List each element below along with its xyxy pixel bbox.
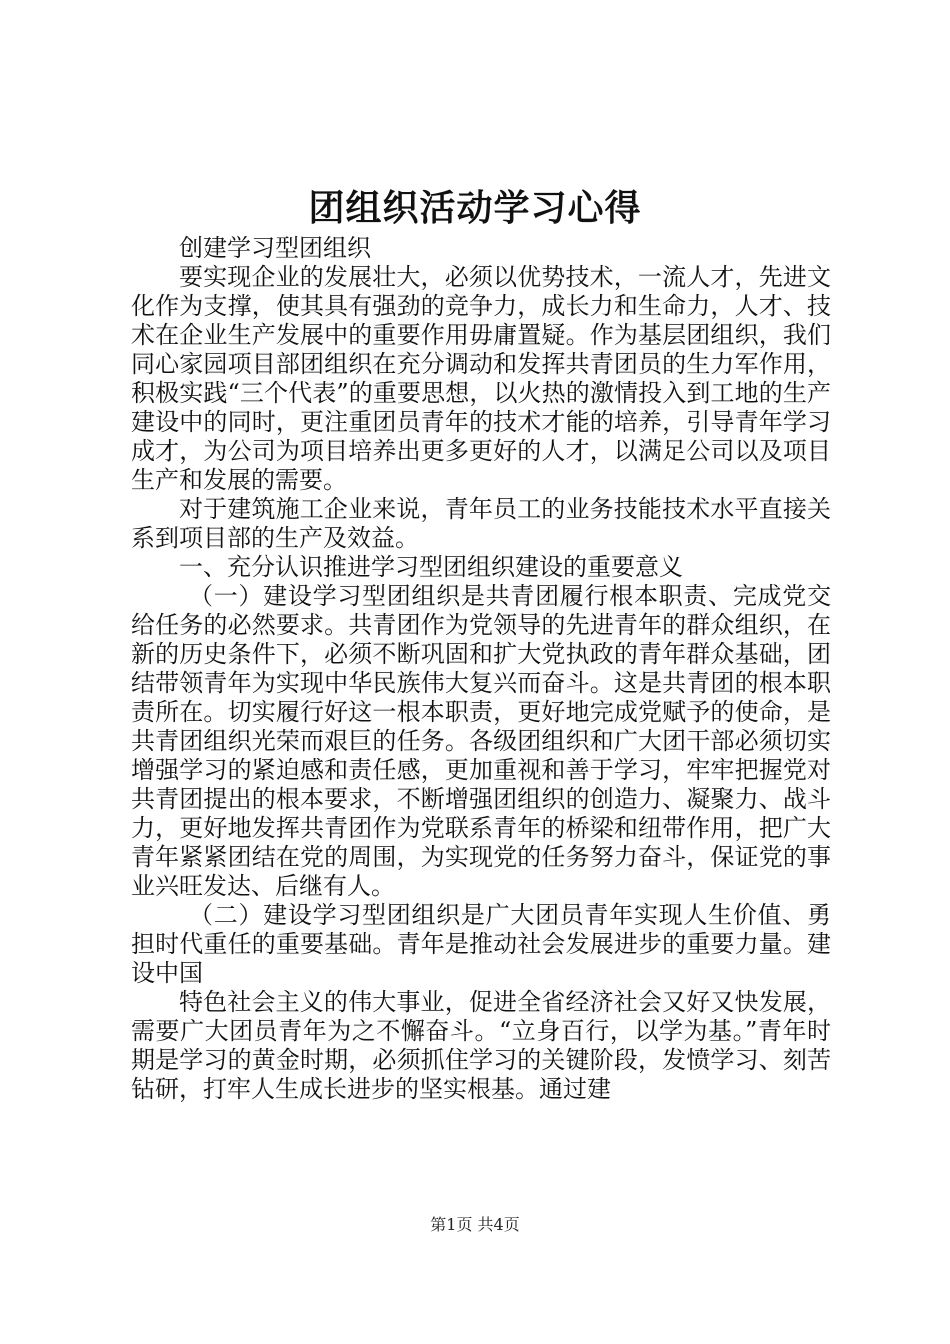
document-title: 团组织活动学习心得 (308, 187, 642, 229)
paragraph: （一）建设学习型团组织是共青团履行根本职责、完成党交给任务的必然要求。共青团作为党领导的先进青年的群众组织，在新的历史条件下，必须不断巩固和扩大党执政的青年群众基础，团结带领青年为实现中华民族伟大复兴而奋斗。这是共青团的根本职责所在。切实履行好这一根本职责，更好地完成党赋予的使命，是共青团组织光荣而艰巨的任务。各级团组织和广大团干部必须切实增强学习的紧迫感和责任感，更加重视和善于学习，牢牢把握党对共青团提出的根本要求，不断增强团组织的创造力、凝聚力、战斗力，更好地发挥共青团作为党联系青年的桥梁和纽带作用，把广大青年紧紧团结在党的周围，为实现党的任务努力奋斗，保证党的事业兴旺发达、后继有人。 (131, 582, 831, 900)
document-body (131, 234, 831, 1104)
page-footer: 第1页 共4页 (430, 1215, 520, 1234)
paragraph: 要实现企业的发展壮大，必须以优势技术，一流人才，先进文化作为支撑，使其具有强劲的竞争力，成长力和生命力，人才、技术在企业生产发展中的重要作用毋庸置疑。作为基层团组织，我们同心家园项目部团组织在充分调动和发挥共青团员的生力军作用，积极实践“三个代表”的重要思想，以火热的激情投入到工地的生产建设中的同时，更注重团员青年的技术才能的培养，引导青年学习成才，为公司为项目培养出更多更好的人才，以满足公司以及项目生产和发展的需要。 (131, 263, 831, 494)
paragraph: 特色社会主义的伟大事业，促进全省经济社会又好又快发展，需要广大团员青年为之不懈奋斗。“立身百行，以学为基。”青年时期是学习的黄金时期，必须抓住学习的关键阶段，发愤学习、刻苦钻研，打牢人生成长进步的坚实根基。通过建 (131, 988, 831, 1103)
section-heading: 一、充分认识推进学习型团组织建设的重要意义 (179, 553, 683, 581)
section-heading: 创建学习型团组织 (179, 234, 371, 262)
paragraph: 对于建筑施工企业来说，青年员工的业务技能技术水平直接关系到项目部的生产及效益。 (131, 495, 831, 552)
paragraph: （二）建设学习型团组织是广大团员青年实现人生价值、勇担时代重任的重要基础。青年是推动社会发展进步的重要力量。建设中国 (131, 901, 831, 987)
